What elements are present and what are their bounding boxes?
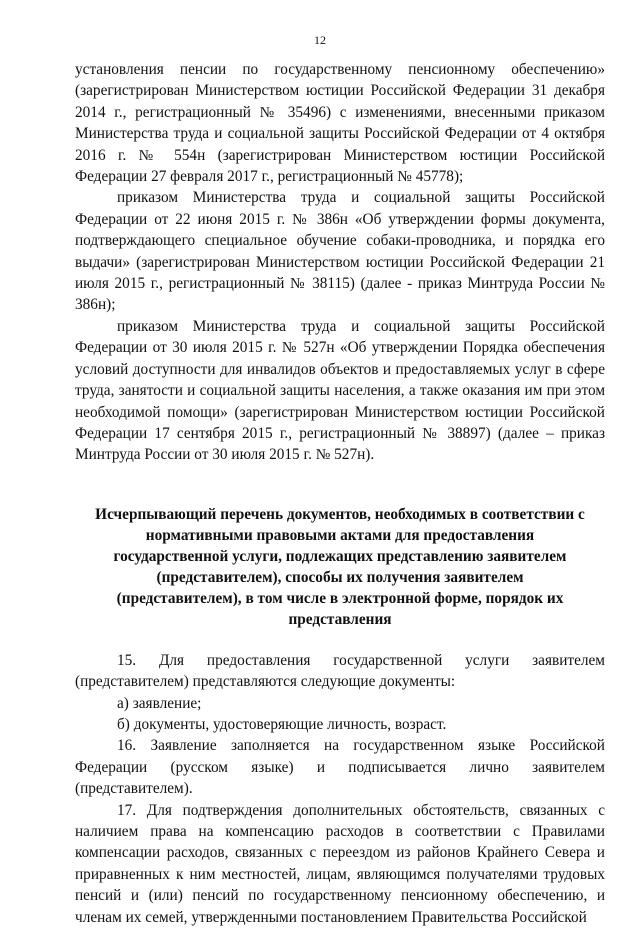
list-item-15a: а) заявление; bbox=[117, 694, 202, 712]
section-heading: Исчерпывающий перечень документов, необходимых в соответствии с нормативными правовыми актами для предоставления государственной услуги, подлежащих представлению заявителем (представителем), способы их получения заявителем (представителем), в том числе в электронной форме, порядок их представления bbox=[95, 505, 585, 628]
paragraph-continuation: установления пенсии по государственному пенсионному обеспечению» (зарегистрирован Министерством юстиции Российской Федерации 31 декабря 2014 г., регистрационный № 35496) с изменениями, внесенными приказом Министерства труда и социальной защиты Российской Федерации от 4 октября 2016 г. № 554н (зарегистрирован Министерством юстиции Российской Федерации 27 февраля 2017 г., регистрационный № 45778); bbox=[75, 61, 605, 186]
paragraph-17: 17. Для подтверждения дополнительных обстоятельств, связанных с наличием права на компенсацию расходов в соответствии с Правилами компенсации расходов, связанных с переездом из районов Крайнего Севера и приравненных к ним местностей, лицам, являющимся получателями трудовых пенсий и (или) пенсий по государственному пенсионному обеспечению, и членам их семей, утвержденными постановлением Правительства Российской bbox=[75, 801, 605, 926]
paragraph-15: 15. Для предоставления государственной услуги заявителем (представителем) представляются следующие документы: bbox=[75, 651, 605, 691]
list-item-15b: б) документы, удостоверяющие личность, возраст. bbox=[117, 715, 447, 733]
page-number: 12 bbox=[314, 33, 326, 47]
paragraph-16: 16. Заявление заполняется на государственном языке Российской Федерации (русском языке) и подписывается лично заявителем (представителем). bbox=[75, 737, 605, 798]
paragraph-order-527n: приказом Министерства труда и социальной защиты Российской Федерации от 30 июля 2015 г. № 527н «Об утверждении Порядка обеспечения условий доступности для инвалидов объектов и предоставляемых услуг в сфере труда, занятости и социальной защиты населения, а также оказания им при этом необходимой помощи» (зарегистрирован Министерством юстиции Российской Федерации 17 сентября 2015 г., регистрационный № 38897) (далее – приказ Минтруда России от 30 июля 2015 г. № 527н). bbox=[75, 317, 605, 464]
paragraph-order-386n: приказом Министерства труда и социальной защиты Российской Федерации от 22 июня 2015 г. № 386н «Об утверждении формы документа, подтверждающего специальное обучение собаки-проводника, и порядка его выдачи» (зарегистрирован Министерством юстиции Российской Федерации 21 июля 2015 г., регистрационный № 38115) (далее - приказ Минтруда России № 386н); bbox=[75, 189, 605, 314]
document-body bbox=[75, 59, 605, 928]
